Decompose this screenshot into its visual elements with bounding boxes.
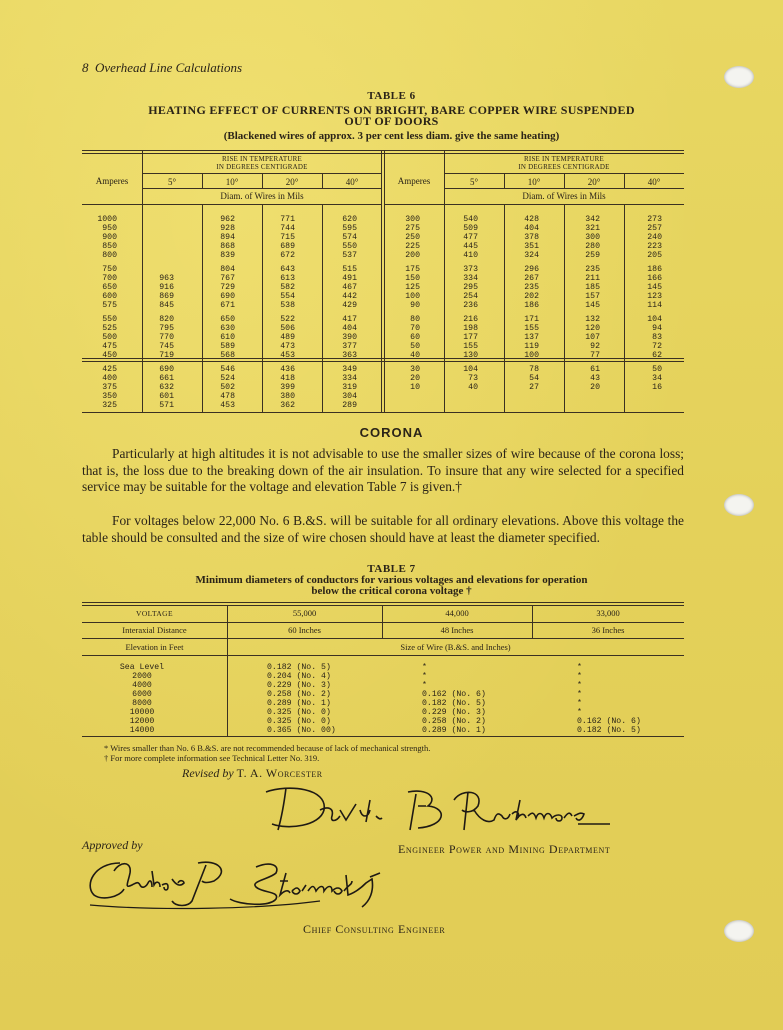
- right-10-group: 428 404 378 351 324: [524, 215, 539, 260]
- interaxial-label: Interaxial Distance: [122, 625, 187, 635]
- col-divider: [444, 150, 445, 412]
- rule: [82, 602, 684, 603]
- left-5-group: 963 916 869 845: [159, 274, 174, 310]
- approved-by: Approved by: [82, 838, 143, 852]
- col-divider: [564, 174, 565, 188]
- rule: [82, 638, 684, 639]
- table7: [82, 602, 684, 737]
- col-divider: [564, 204, 565, 412]
- rise-label-line1: RISE IN TEMPERATURE: [222, 155, 302, 163]
- rule: [444, 188, 684, 189]
- left-temp-5: 5°: [167, 177, 177, 187]
- left-20-group: 436 418 399 380 362: [280, 365, 295, 410]
- left-5-group: 820 795 770 745 719: [159, 315, 174, 360]
- right-40-group: 104 94 83 72 62: [647, 315, 662, 360]
- left-amperes-label: Amperes: [95, 176, 129, 186]
- right-amperes-group: 175 150 125 100 90: [405, 265, 420, 310]
- punch-hole: [724, 494, 754, 516]
- distance-33000: 36 Inches: [591, 625, 625, 635]
- right-rise-label: [444, 155, 684, 171]
- left-10-group: 804 767 729 690 671: [220, 265, 235, 310]
- rise-label-line1: RISE IN TEMPERATURE: [524, 155, 604, 163]
- voltage-33000: 33,000: [596, 608, 620, 618]
- sizes-44000-column: * * * 0.162 (No. 6) 0.182 (No. 5) 0.229 (No. 3) 0.258 (No. 2) 0.289 (No. 1): [422, 663, 486, 735]
- left-40-group: 349 334 319 304 289: [342, 365, 357, 410]
- signature-rushmore: [258, 780, 618, 840]
- signature-steinmetz: [80, 855, 390, 915]
- voltage-55000: 55,000: [292, 608, 317, 618]
- left-20-group: 771 744 715 689 672: [280, 215, 295, 260]
- table7-caption: TABLE 7: [367, 563, 416, 575]
- corona-heading: CORONA: [359, 425, 424, 440]
- title-chief: Chief Consulting Engineer: [303, 922, 446, 936]
- voltage-label: VOLTAGE: [136, 609, 173, 618]
- right-temp-20: 20°: [587, 177, 601, 187]
- title-engineer: Engineer Power and Mining Department: [398, 842, 611, 856]
- left-40-group: 515 491 467 442 429: [342, 265, 357, 310]
- table6-note: (Blackened wires of approx. 3 per cent less diam. give the same heating): [223, 130, 560, 142]
- left-temp-20: 20°: [285, 177, 299, 187]
- rise-label-line2: IN DEGREES CENTIGRADE: [518, 163, 610, 171]
- col-divider: [202, 174, 203, 188]
- right-amperes-group: 30 20 10: [410, 365, 420, 392]
- col-divider: [624, 204, 625, 412]
- right-20-group: 132 120 107 92 77: [585, 315, 600, 360]
- footnote-2: † For more complete information see Technical Letter No. 319.: [104, 753, 320, 763]
- voltage-44000: 44,000: [445, 608, 469, 618]
- revised-by-prefix: Revised by: [182, 766, 234, 780]
- col-divider: [504, 204, 505, 412]
- revised-by: [182, 766, 323, 781]
- col-divider: [322, 174, 323, 188]
- right-5-group: 104 73 40: [463, 365, 478, 392]
- col-divider: [262, 174, 263, 188]
- right-20-group: 235 211 185 157 145: [585, 265, 600, 310]
- right-20-group: 342 321 300 280 259: [585, 215, 600, 260]
- rule: [82, 204, 382, 205]
- revised-by-name: T. A. Worcester: [236, 766, 323, 780]
- left-amperes-group: 1000 950 900 850 800: [97, 215, 117, 260]
- table6-caption: TABLE 6: [367, 90, 416, 102]
- table6-title: [0, 105, 783, 127]
- left-10-group: 962 928 894 868 839: [220, 215, 235, 260]
- right-10-group: 296 267 235 202 186: [524, 265, 539, 310]
- table6-title-line2: OUT OF DOORS: [344, 114, 439, 128]
- table6: [82, 150, 684, 412]
- left-40-group: 620 595 574 550 537: [342, 215, 357, 260]
- table7-title: [0, 575, 783, 597]
- rule: [82, 622, 684, 623]
- page-number: 8: [82, 60, 89, 75]
- col-divider: [504, 174, 505, 188]
- rule: [82, 412, 684, 413]
- left-amperes-group: 750 700 650 600 575: [102, 265, 117, 310]
- left-rise-label: [142, 155, 382, 171]
- table7-title-line2: below the critical corona voltage †: [311, 585, 472, 597]
- center-divider: [381, 150, 382, 412]
- para2-text: For voltages below 22,000 No. 6 B.&S. will be suitable for all ordinary elevations. Above this voltage the table should be consulted and the size of wire chosen should have at least the diameter specified.: [82, 513, 684, 545]
- left-40-group: 417 404 390 377 363: [342, 315, 357, 360]
- rule: [384, 204, 684, 205]
- right-5-group: 216 198 177 155 130: [463, 315, 478, 360]
- left-20-group: 522 506 489 473 453: [280, 315, 295, 360]
- sizes-33000-column: * * * * * * 0.162 (No. 6) 0.182 (No. 5): [577, 663, 641, 735]
- right-temp-5: 5°: [469, 177, 479, 187]
- para1-text: Particularly at high altitudes it is not advisable to use the smaller sizes of wire because of the corona loss; that is, the loss due to the breaking down of the air insulation. To insure that any wire selected for a specified service may be suitable for the voltage and elevation Table 7 is given.†: [82, 446, 684, 494]
- col-divider: [202, 204, 203, 412]
- right-40-group: 50 34 16: [652, 365, 662, 392]
- punch-hole: [724, 920, 754, 942]
- rule: [82, 150, 684, 151]
- left-temp-40: 40°: [345, 177, 359, 187]
- distance-55000: 60 Inches: [288, 625, 321, 635]
- col-divider: [262, 204, 263, 412]
- right-40-group: 273 257 240 223 205: [647, 215, 662, 260]
- running-title: Overhead Line Calculations: [95, 60, 243, 75]
- right-5-group: 540 509 477 445 410: [463, 215, 478, 260]
- right-amperes-group: 300 275 250 225 200: [405, 215, 420, 260]
- punch-hole: [724, 66, 754, 88]
- footnote-1: * Wires smaller than No. 6 B.&S. are not recommended because of lack of mechanical strength.: [104, 743, 431, 753]
- right-amperes-label: Amperes: [397, 176, 431, 186]
- rule: [142, 188, 382, 189]
- left-diam-label: Diam. of Wires in Mils: [220, 191, 304, 201]
- left-temp-10: 10°: [225, 177, 239, 187]
- corona-paragraph-1: [82, 446, 684, 496]
- col-divider: [142, 150, 143, 412]
- sizes-55000-column: 0.182 (No. 5) 0.204 (No. 4) 0.229 (No. 3) 0.258 (No. 2) 0.289 (No. 1) 0.325 (No. 0) 0.325 (No. 0) 0.365 (No. 00): [267, 663, 336, 735]
- right-40-group: 186 166 145 123 114: [647, 265, 662, 310]
- col-divider: [322, 204, 323, 412]
- right-diam-label: Diam. of Wires in Mils: [522, 191, 606, 201]
- rule: [82, 153, 684, 154]
- elevation-label: Elevation in Feet: [125, 642, 184, 652]
- rule: [82, 736, 684, 737]
- left-10-group: 546 524 502 478 453: [220, 365, 235, 410]
- right-5-group: 373 334 295 254 236: [463, 265, 478, 310]
- right-10-group: 78 54 27: [529, 365, 539, 392]
- size-label: Size of Wire (B.&S. and Inches): [400, 642, 511, 652]
- rule: [82, 361, 684, 362]
- table6-title-line1: HEATING EFFECT OF CURRENTS ON BRIGHT, BARE COPPER WIRE SUSPENDED: [148, 103, 635, 117]
- running-header: [82, 60, 242, 76]
- right-temp-40: 40°: [647, 177, 661, 187]
- left-20-group: 643 613 582 554 538: [280, 265, 295, 310]
- left-10-group: 650 630 610 589 568: [220, 315, 235, 360]
- left-5-group: 690 661 632 601 571: [159, 365, 174, 410]
- right-10-group: 171 155 137 119 100: [524, 315, 539, 360]
- left-amperes-group: 550 525 500 475 450: [102, 315, 117, 360]
- center-divider: [384, 150, 385, 412]
- left-amperes-group: 425 400 375 350 325: [102, 365, 117, 410]
- col-divider: [624, 174, 625, 188]
- right-amperes-group: 80 70 60 50 40: [410, 315, 420, 360]
- elevations-column: Sea Level 2000 4000 6000 8000 10000 12000 14000: [119, 663, 165, 735]
- right-temp-10: 10°: [527, 177, 541, 187]
- rule: [82, 655, 684, 656]
- rise-label-line2: IN DEGREES CENTIGRADE: [216, 163, 308, 171]
- distance-44000: 48 Inches: [440, 625, 474, 635]
- table7-title-line1: Minimum diameters of conductors for various voltages and elevations for operation: [195, 574, 588, 586]
- rule: [82, 605, 684, 606]
- corona-paragraph-2: [82, 513, 684, 546]
- right-20-group: 61 43 20: [590, 365, 600, 392]
